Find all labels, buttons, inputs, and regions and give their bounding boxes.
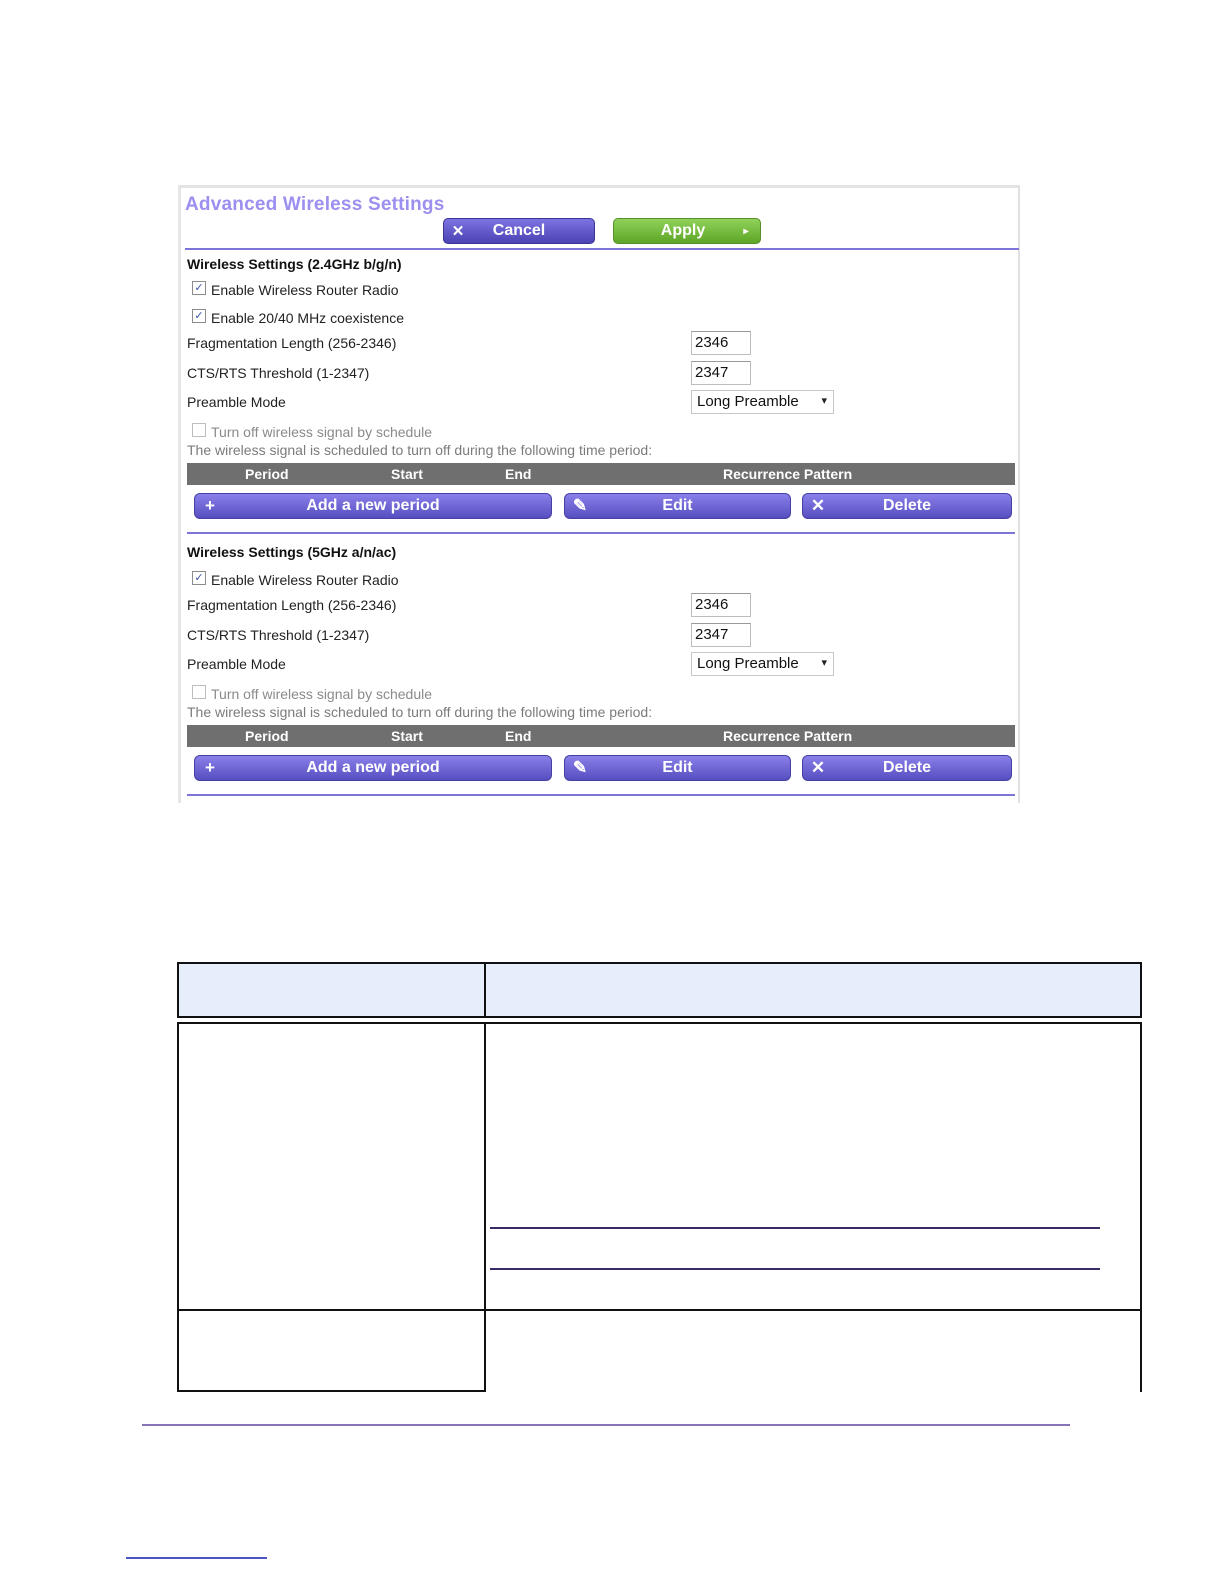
delete-label: Delete: [882, 497, 932, 514]
enable-radio-checkbox-24ghz[interactable]: [192, 281, 206, 295]
schedule-label-5ghz: Turn off wireless signal by schedule: [211, 686, 432, 702]
add-period-label: Add a new period: [306, 759, 440, 776]
schedule-checkbox-24ghz[interactable]: [192, 423, 206, 437]
settings-description-table: [177, 962, 1142, 1392]
column-start: Start: [391, 728, 423, 744]
edit-label: Edit: [662, 759, 693, 776]
advanced-wireless-settings-panel: [178, 185, 1020, 803]
coexistence-label-24ghz: Enable 20/40 MHz coexistence: [211, 310, 404, 326]
preamble-mode-select-5ghz[interactable]: [691, 652, 834, 676]
cancel-button[interactable]: [443, 218, 595, 244]
preamble-mode-value: Long Preamble: [697, 655, 799, 672]
check-icon: ✓: [194, 572, 204, 584]
table-row-divider: [177, 1309, 1142, 1311]
table-border-left: [177, 1022, 179, 1392]
column-period: Period: [245, 466, 289, 482]
column-recurrence-pattern: Recurrence Pattern: [723, 466, 853, 482]
enable-radio-label-5ghz: Enable Wireless Router Radio: [211, 572, 399, 588]
frag-length-input-24ghz[interactable]: 2346: [691, 331, 751, 355]
note-rule-bottom: [490, 1268, 1100, 1270]
frag-length-input-5ghz[interactable]: 2346: [691, 593, 751, 617]
close-icon: ✕: [451, 223, 465, 240]
schedule-table-header-24ghz: [187, 463, 1015, 485]
table-header-row: [177, 962, 1142, 1018]
footer-divider: [142, 1424, 1070, 1426]
column-end: End: [505, 728, 532, 744]
check-icon: ✓: [194, 282, 204, 294]
cts-threshold-input-24ghz[interactable]: 2347: [691, 361, 751, 385]
column-divider: [484, 1022, 486, 1392]
edit-button-24ghz[interactable]: [564, 493, 791, 519]
edit-button-5ghz[interactable]: [564, 755, 791, 781]
divider: [185, 248, 1019, 250]
apply-label: Apply: [660, 222, 706, 239]
schedule-table-header-5ghz: [187, 725, 1015, 747]
coexistence-checkbox-24ghz[interactable]: [192, 309, 206, 323]
section-title-5ghz: Wireless Settings (5GHz a/n/ac): [187, 544, 397, 560]
apply-button[interactable]: [613, 218, 761, 244]
add-period-label: Add a new period: [306, 497, 440, 514]
column-start: Start: [391, 466, 423, 482]
plus-icon: +: [205, 496, 215, 515]
preamble-mode-value: Long Preamble: [697, 393, 799, 410]
frag-length-label-24ghz: Fragmentation Length (256-2346): [187, 335, 397, 351]
enable-radio-checkbox-5ghz[interactable]: [192, 571, 206, 585]
chevron-down-icon: ▾: [821, 657, 827, 669]
table-border-bottom: [177, 1390, 486, 1392]
pencil-icon: ✎: [572, 496, 588, 515]
divider: [187, 794, 1015, 796]
column-end: End: [505, 466, 532, 482]
preamble-mode-label-5ghz: Preamble Mode: [187, 656, 286, 672]
cancel-label: Cancel: [492, 222, 546, 239]
schedule-label-24ghz: Turn off wireless signal by schedule: [211, 424, 432, 440]
preamble-mode-label-24ghz: Preamble Mode: [187, 394, 286, 410]
schedule-description-24ghz: The wireless signal is scheduled to turn off during the following time period:: [187, 442, 653, 458]
column-recurrence-pattern: Recurrence Pattern: [723, 728, 853, 744]
cts-threshold-label-5ghz: CTS/RTS Threshold (1-2347): [187, 627, 370, 643]
edit-label: Edit: [662, 497, 693, 514]
close-icon: ✕: [810, 758, 826, 777]
preamble-mode-select-24ghz[interactable]: [691, 390, 834, 414]
plus-icon: +: [205, 758, 215, 777]
delete-button-5ghz[interactable]: [802, 755, 1012, 781]
note-rule-top: [490, 1227, 1100, 1229]
divider: [187, 532, 1015, 534]
pencil-icon: ✎: [572, 758, 588, 777]
frag-length-label-5ghz: Fragmentation Length (256-2346): [187, 597, 397, 613]
column-divider: [484, 962, 486, 1018]
chevron-down-icon: ▾: [821, 395, 827, 407]
close-icon: ✕: [810, 496, 826, 515]
column-period: Period: [245, 728, 289, 744]
check-icon: ✓: [194, 310, 204, 322]
add-period-button-24ghz[interactable]: [194, 493, 552, 519]
schedule-checkbox-5ghz[interactable]: [192, 685, 206, 699]
table-border-right: [1140, 1022, 1142, 1392]
footer-link-underline[interactable]: [126, 1557, 267, 1559]
delete-button-24ghz[interactable]: [802, 493, 1012, 519]
section-title-24ghz: Wireless Settings (2.4GHz b/g/n): [187, 256, 402, 272]
enable-radio-label-24ghz: Enable Wireless Router Radio: [211, 282, 399, 298]
panel-title: Advanced Wireless Settings: [185, 194, 445, 215]
cts-threshold-label-24ghz: CTS/RTS Threshold (1-2347): [187, 365, 370, 381]
schedule-description-5ghz: The wireless signal is scheduled to turn off during the following time period:: [187, 704, 653, 720]
delete-label: Delete: [882, 759, 932, 776]
header-rule: [177, 1022, 1142, 1024]
cts-threshold-input-5ghz[interactable]: 2347: [691, 623, 751, 647]
add-period-button-5ghz[interactable]: [194, 755, 552, 781]
arrow-right-icon: ▸: [743, 225, 749, 237]
